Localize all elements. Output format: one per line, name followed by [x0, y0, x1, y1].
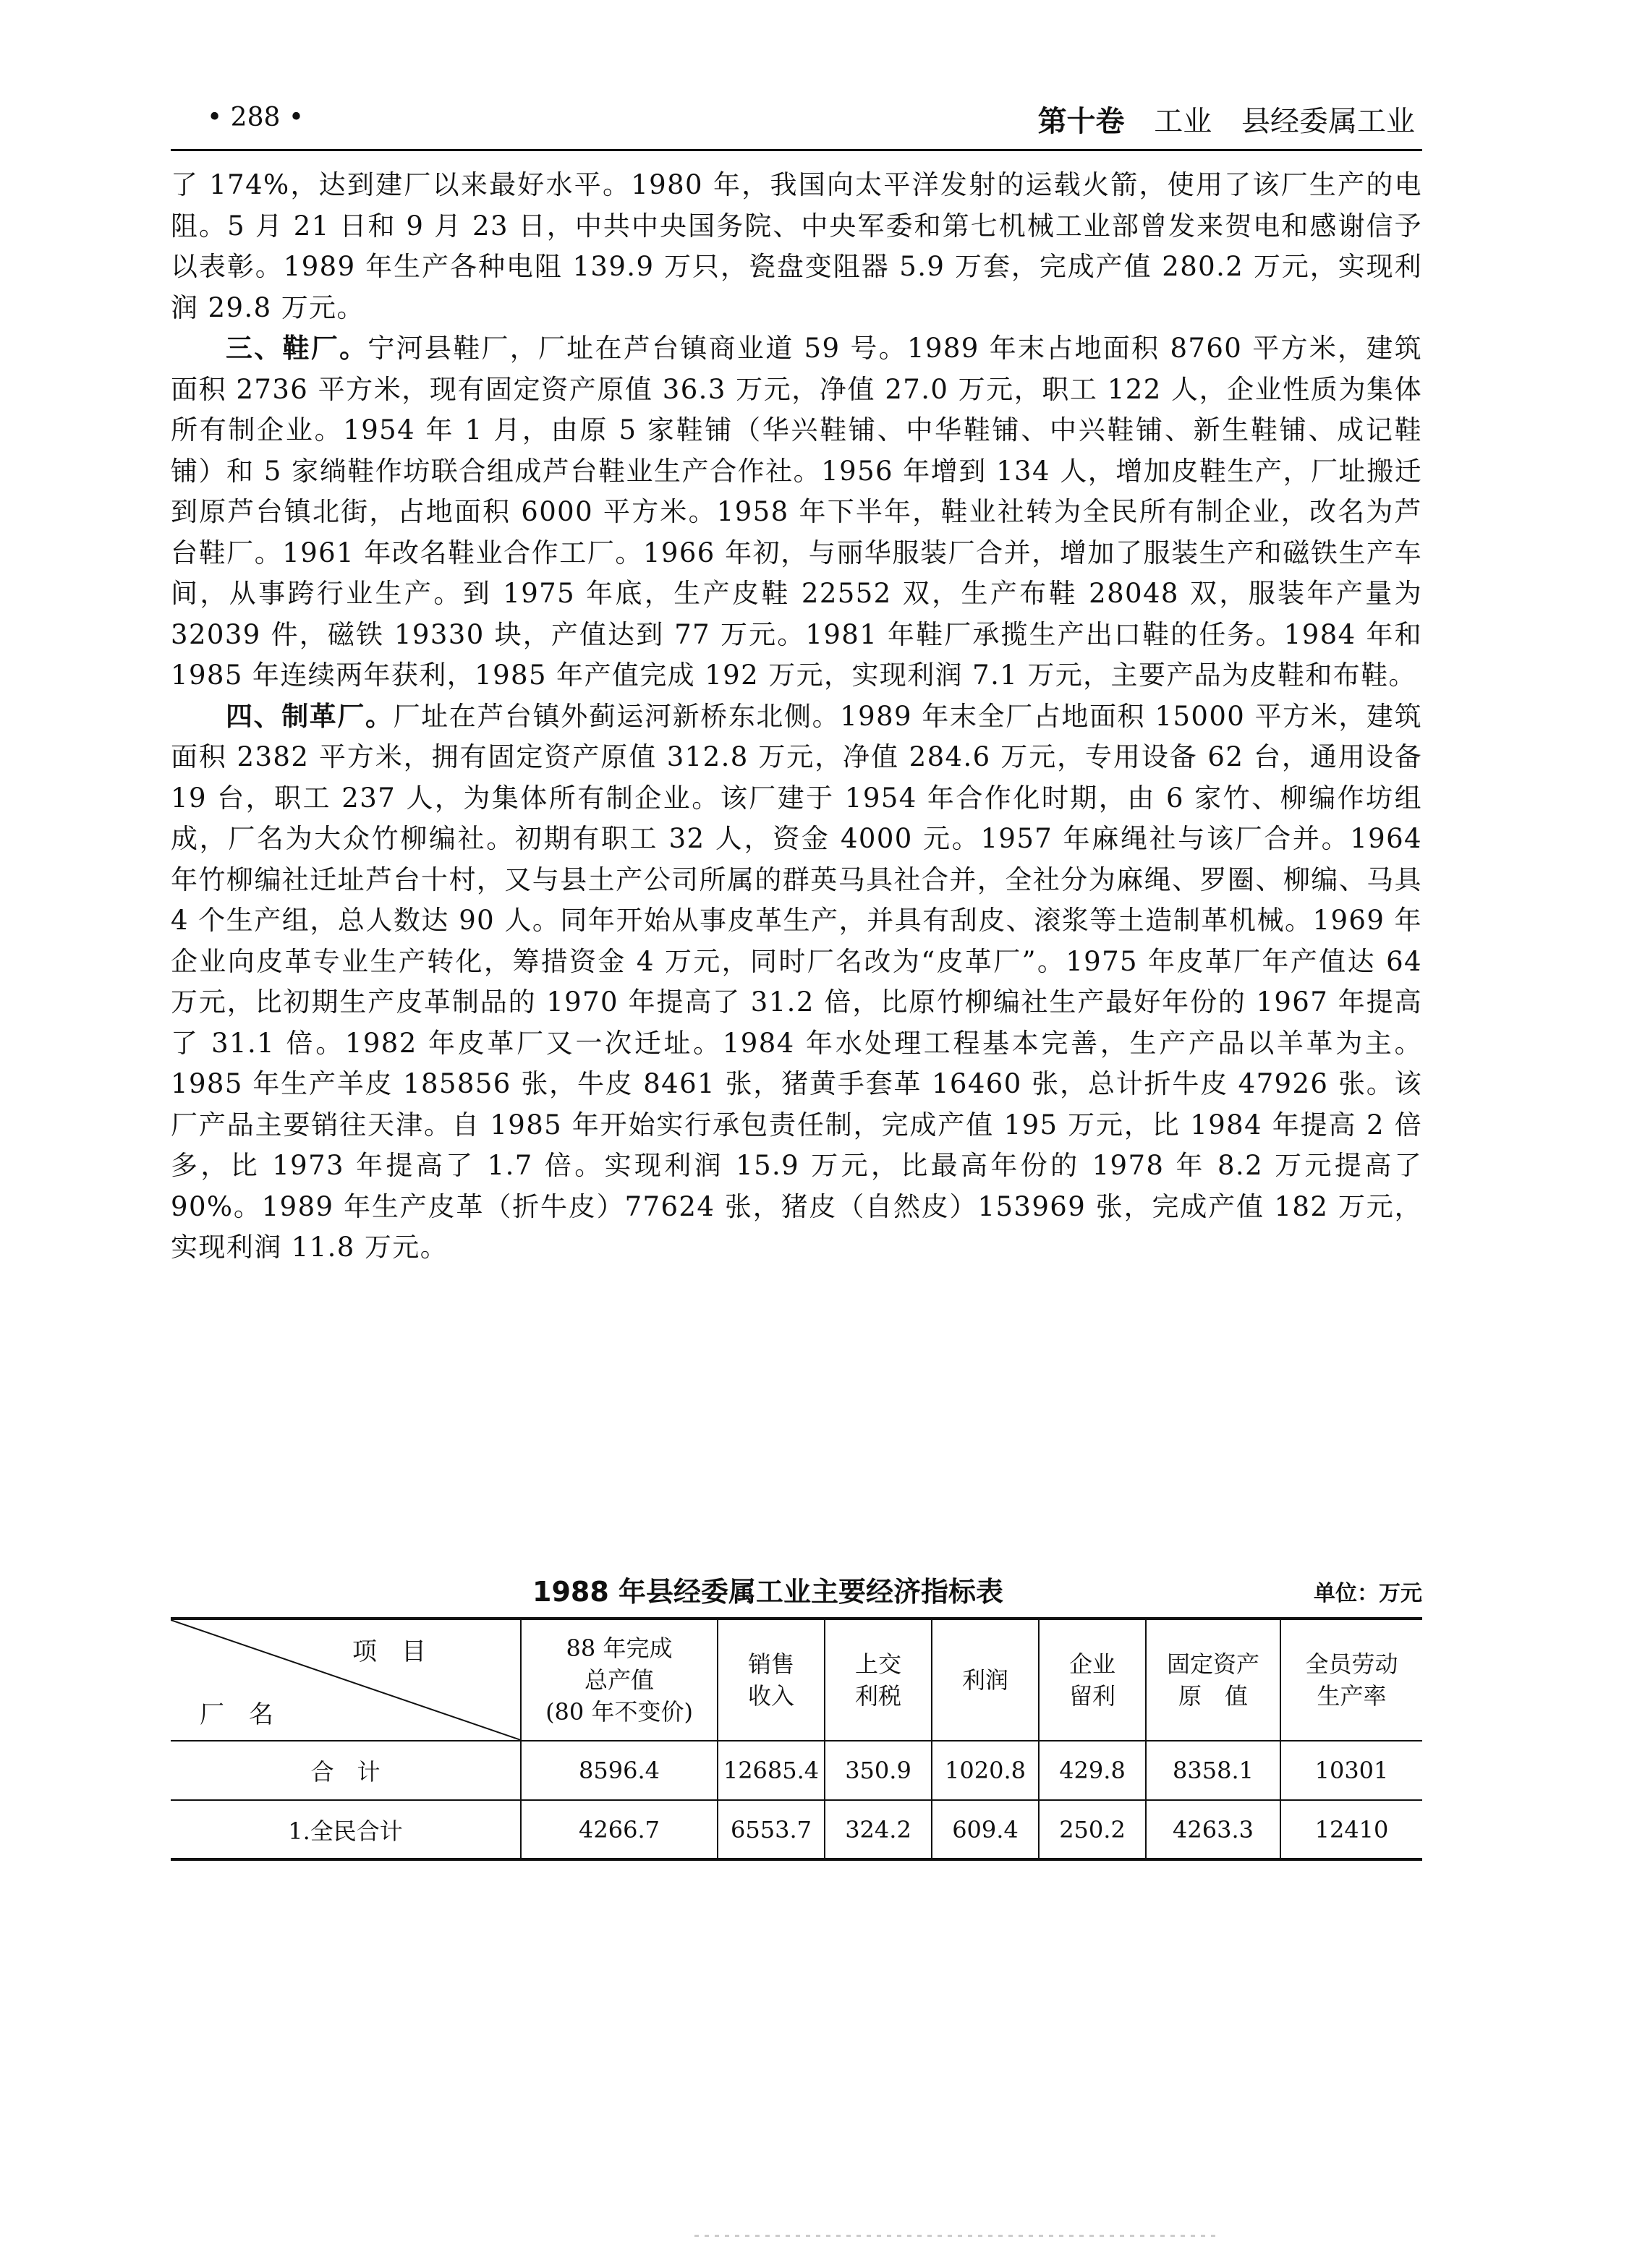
- table-title: 1988 年县经委属工业主要经济指标表: [532, 1576, 1003, 1608]
- table-cell: 429.8: [1039, 1741, 1146, 1800]
- running-header: [171, 93, 1422, 151]
- paragraph-heading: 三、鞋厂。: [226, 333, 368, 364]
- column-header: 全员劳动 生产率: [1280, 1619, 1422, 1741]
- table-cell: 12685.4: [718, 1741, 825, 1800]
- corner-header-cell: [171, 1619, 521, 1741]
- table-row: [171, 1800, 1422, 1859]
- table-cell: 10301: [1280, 1741, 1422, 1800]
- paragraph-shoe-factory: [171, 328, 1422, 696]
- corner-top-label: 项 目: [352, 1637, 426, 1666]
- column-header: 固定资产 原 值: [1146, 1619, 1280, 1741]
- section-label: 工业: [1154, 105, 1212, 138]
- table-cell: 324.2: [825, 1800, 932, 1859]
- table-caption: [171, 1569, 1422, 1613]
- column-header: 利润: [932, 1619, 1039, 1741]
- column-header: 销售 收入: [718, 1619, 825, 1741]
- body-text: [171, 165, 1422, 1269]
- table-header-row: [171, 1619, 1422, 1741]
- column-header: 上交 利税: [825, 1619, 932, 1741]
- paragraph-continued: [171, 165, 1422, 328]
- table-cell: 250.2: [1039, 1800, 1146, 1859]
- corner-bottom-label: 厂 名: [200, 1700, 273, 1729]
- row-label: 1.全民合计: [171, 1800, 521, 1859]
- volume-label: 第十卷: [1037, 105, 1125, 138]
- table-cell: 4263.3: [1146, 1800, 1280, 1859]
- table-cell: 609.4: [932, 1800, 1039, 1859]
- page-number: • 288 •: [207, 103, 305, 132]
- table-cell: 8358.1: [1146, 1741, 1280, 1800]
- paragraph-text: 宁河县鞋厂，厂址在芦台镇商业道 59 号。1989 年末占地面积 8760 平方米，建筑面积 2736 平方米，现有固定资产原值 36.3 万元，净值 27.0 万元，职工 122 人，企业性质为集体所有制企业。1954 年 1 月，由原 5 家鞋铺（华兴鞋铺、中华鞋铺、中兴鞋铺、新生鞋铺、成记鞋铺）和 5 家绱鞋作坊联合组成芦台鞋业生产合作社。1956 年增到 134 人，增加皮鞋生产，厂址搬迁到原芦台镇北街，占地面积 6000 平方米。1958 年下半年，鞋业社转为全民所有制企业，改名为芦台鞋厂。1961 年改名鞋业合作工厂。1966 年初，与丽华服装厂合并，增加了服装生产和磁铁生产车间，从事跨行业生产。到 1975 年底，生产皮鞋 22552 双，生产布鞋 28048 双，服装年产量为 32039 件，磁铁 19330 块，产值达到 77 万元。1981 年鞋厂承揽生产出口鞋的任务。1984 年和 1985 年连续两年获利，1985 年产值完成 192 万元，实现利润 7.1 万元，主要产品为皮鞋和布鞋。: [171, 333, 1423, 691]
- paragraph-heading: 四、制革厂。: [226, 700, 394, 732]
- paragraph-text: 了 174%，达到建厂以来最好水平。1980 年，我国向太平洋发射的运载火箭，使用了该厂生产的电阻。5 月 21 日和 9 月 23 日，中共中央国务院、中央军委和第七机械工业部曾发来贺电和感谢信予以表彰。1989 年生产各种电阻 139.9 万只，瓷盘变阻器 5.9 万套，完成产值 280.2 万元，实现利润 29.8 万元。: [171, 169, 1422, 323]
- table-unit: 单位：万元: [1314, 1581, 1422, 1606]
- table-cell: 4266.7: [521, 1800, 718, 1859]
- table-cell: 350.9: [825, 1741, 932, 1800]
- row-label: 合 计: [171, 1741, 521, 1800]
- paragraph-tannery: [171, 696, 1422, 1269]
- paragraph-text: 厂址在芦台镇外蓟运河新桥东北侧。1989 年末全厂占地面积 15000 平方米，建筑面积 2382 平方米，拥有固定资产原值 312.8 万元，净值 284.6 万元，专用设备 62 台，通用设备 19 台，职工 237 人，为集体所有制企业。该厂建于 1954 年合作化时期，由 6 家竹、柳编作坊组成，厂名为大众竹柳编社。初期有职工 32 人，资金 4000 元。1957 年麻绳社与该厂合并。1964 年竹柳编社迁址芦台十村，又与县土产公司所属的群英马具社合并，全社分为麻绳、罗圈、柳编、马具 4 个生产组，总人数达 90 人。同年开始从事皮革生产，并具有刮皮、滚浆等土造制革机械。1969 年企业向皮革专业生产转化，筹措资金 4 万元，同时厂名改为“皮革厂”。1975 年皮革厂年产值达 64 万元，比初期生产皮革制品的 1970 年提高了 31.2 倍，比原竹柳编社生产最好年份的 1967 年提高了 31.1 倍。1982 年皮革厂又一次迁址。1984 年水处理工程基本完善，生产产品以羊革为主。1985 年生产羊皮 185856 张，牛皮 8461 张，猪黄手套革 16460 张，总计折牛皮 47926 张。该厂产品主要销往天津。自 1985 年开始实行承包责任制，完成产值 195 万元，比 1984 年提高 2 倍多，比 1973 年提高了 1.7 倍。实现利润 15.9 万元，比最高年份的 1978 年 8.2 万元提高了 90%。1989 年生产皮革（折牛皮）77624 张，猪皮（自然皮）153969 张，完成产值 182 万元，实现利润 11.8 万元。: [171, 700, 1422, 1263]
- subsection-label: 县经委属工业: [1241, 105, 1415, 138]
- chapter-title: [1038, 98, 1415, 140]
- economic-indicators-table: [171, 1617, 1422, 1861]
- column-header: 企业 留利: [1039, 1619, 1146, 1741]
- table-cell: 12410: [1280, 1800, 1422, 1859]
- table-row: [171, 1741, 1422, 1800]
- table-cell: 8596.4: [521, 1741, 718, 1800]
- table-cell: 1020.8: [932, 1741, 1039, 1800]
- table-cell: 6553.7: [718, 1800, 825, 1859]
- scan-artifact: [694, 2235, 1215, 2237]
- column-header: 88 年完成 总产值 (80 年不变价): [521, 1619, 718, 1741]
